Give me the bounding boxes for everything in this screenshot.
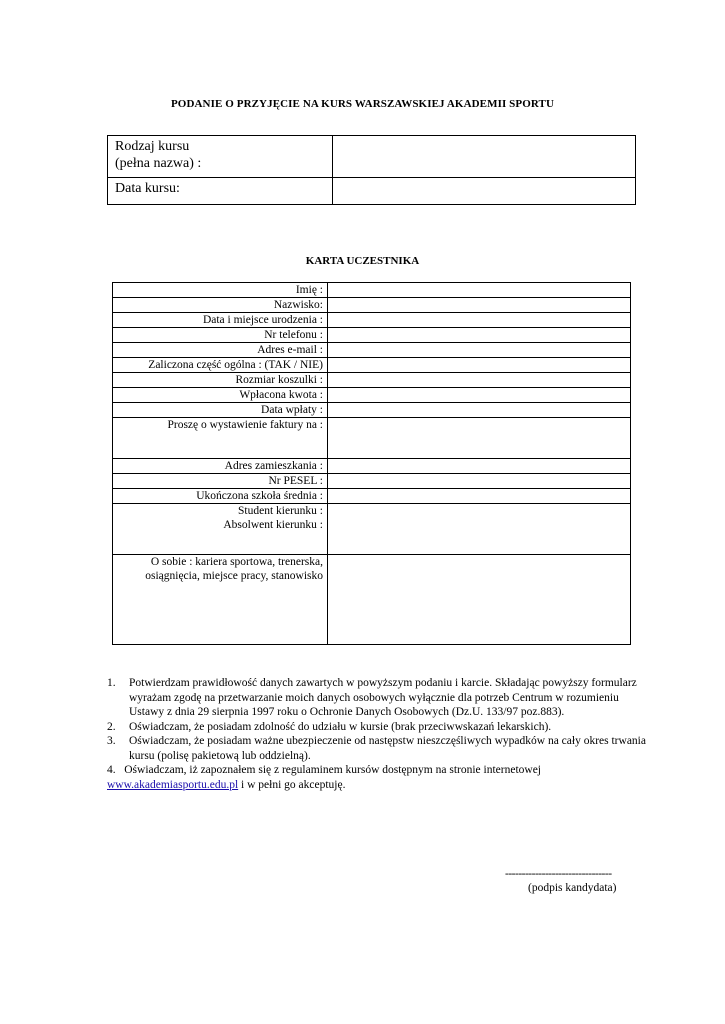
last-name-field[interactable] [328, 298, 631, 313]
website-link[interactable]: www.akademiasportu.edu.pl [107, 778, 239, 791]
email-field[interactable] [328, 343, 631, 358]
statement-4-number: 4. [107, 764, 116, 776]
participant-card-table [112, 282, 631, 645]
school-field[interactable] [328, 489, 631, 504]
address-field[interactable] [328, 459, 631, 474]
statement-4 [107, 763, 647, 792]
course-type-field[interactable] [333, 136, 636, 178]
course-date-label: Data kursu: [108, 178, 333, 205]
payment-date-label: Data wpłaty : [113, 403, 328, 418]
shirt-size-label: Rozmiar koszulki : [113, 373, 328, 388]
about-label [113, 555, 328, 645]
graduate-label: Absolwent kierunku : [223, 519, 323, 531]
statements [107, 676, 647, 792]
school-label: Ukończona szkoła średnia : [113, 489, 328, 504]
course-date-field[interactable] [333, 178, 636, 205]
statement-4-tail: i w pełni go akceptuję. [238, 778, 346, 791]
signature-line: -------------------------------- [505, 868, 612, 880]
statement-4-text: Oświadczam, iż zapoznałem się z regulaminem kursów dostępnym na stronie internetowej [124, 764, 541, 776]
student-label: Student kierunku : [238, 505, 323, 517]
address-label: Adres zamieszkania : [113, 459, 328, 474]
invoice-label: Proszę o wystawienie faktury na : [113, 418, 328, 459]
payment-date-field[interactable] [328, 403, 631, 418]
course-type-label-line1: Rodzaj kursu [115, 139, 190, 154]
amount-label: Wpłacona kwota : [113, 388, 328, 403]
last-name-label: Nazwisko: [113, 298, 328, 313]
statement-2 [107, 720, 647, 735]
signature-label: (podpis kandydata) [528, 882, 617, 894]
amount-field[interactable] [328, 388, 631, 403]
invoice-field[interactable] [328, 418, 631, 459]
statement-3 [107, 734, 647, 763]
birth-field[interactable] [328, 313, 631, 328]
first-name-label: Imię : [113, 283, 328, 298]
about-label-line2: osiągnięcia, miejsce pracy, stanowisko [145, 570, 323, 582]
phone-field[interactable] [328, 328, 631, 343]
about-label-line1: O sobie : kariera sportowa, trenerska, [150, 556, 323, 568]
about-field[interactable] [328, 555, 631, 645]
statement-1-number: 1. [107, 677, 116, 689]
course-type-label-line2: (pełna nazwa) : [115, 156, 202, 171]
general-part-field[interactable] [328, 358, 631, 373]
pesel-field[interactable] [328, 474, 631, 489]
pesel-label: Nr PESEL : [113, 474, 328, 489]
course-type-label [108, 136, 333, 178]
course-table [107, 135, 636, 205]
statement-3-text: Oświadczam, że posiadam ważne ubezpieczenie od następstw nieszczęśliwych wypadków na cały okres trwania kursu (polisę pakietową lub oddzielną). [129, 735, 646, 762]
study-label [113, 504, 328, 555]
birth-label: Data i miejsce urodzenia : [113, 313, 328, 328]
statement-2-text: Oświadczam, że posiadam zdolność do udziału w kursie (brak przeciwwskazań lekarskich). [129, 720, 552, 733]
general-part-label: Zaliczona część ogólna : (TAK / NIE) [113, 358, 328, 373]
email-label: Adres e-mail : [113, 343, 328, 358]
statement-1 [107, 676, 647, 720]
shirt-size-field[interactable] [328, 373, 631, 388]
card-title: KARTA UCZESTNIKA [305, 255, 420, 267]
form-title: PODANIE O PRZYJĘCIE NA KURS WARSZAWSKIEJ AKADEMII SPORTU [170, 98, 555, 110]
statement-1-text: Potwierdzam prawidłowość danych zawartych w powyższym podaniu i karcie. Składając powyższy formularz wyrażam zgodę na przetwarzanie moich danych osobowych wyłącznie dla potrzeb Centrum w rozumieniu Ustawy z dnia 29 sierpnia 1997 roku o Ochronie Danych Osobowych (Dz.U. 133/97 poz.883). [129, 677, 637, 718]
study-field[interactable] [328, 504, 631, 555]
statement-3-number: 3. [107, 735, 116, 747]
phone-label: Nr telefonu : [113, 328, 328, 343]
statement-2-number: 2. [107, 720, 116, 733]
first-name-field[interactable] [328, 283, 631, 298]
